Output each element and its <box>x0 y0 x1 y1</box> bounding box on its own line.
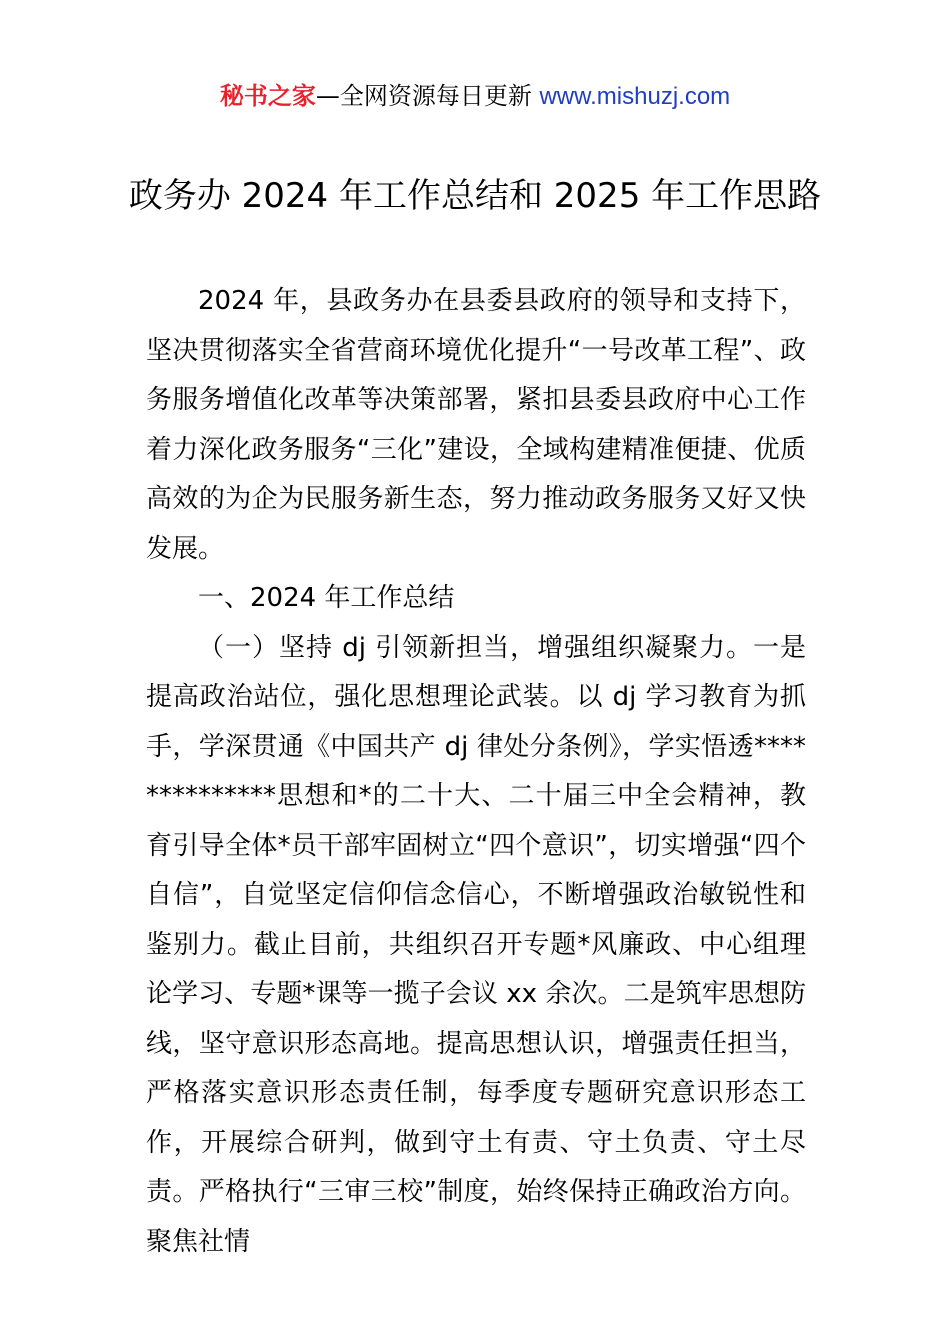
document-body <box>146 277 806 1267</box>
intro-paragraph: 2024 年，县政务办在县委县政府的领导和支持下，坚决贯彻落实全省营商环境优化提升“一号改革工程”、政务服务增值化改革等决策部署，紧扣县委县政府中心工作着力深化政务服务“三化”建设，全域构建精准便捷、优质高效的为企为民服务新生态，努力推动政务服务又好又快发展。 <box>146 286 806 564</box>
section-paragraph: （一）坚持 dj 引领新担当，增强组织凝聚力。一是提高政治站位，强化思想理论武装。以 dj 学习教育为抓手，学深贯通《中国共产 dj 律处分条例》，学实悟透**************思想和*的二十大、二十届三中全会精神，教育引导全体*员干部牢固树立“四个意识”，切实增强“四个自信”，自觉坚定信仰信念信心，不断增强政治敏锐性和鉴别力。截止目前，共组织召开专题*风廉政、中心组理论学习、专题*课等一揽子会议 xx 余次。二是筑牢思想防线，坚守意识形态高地。提高思想认识，增强责任担当，严格落实意识形态责任制，每季度专题研究意识形态工作，开展综合研判，做到守土有责、守土负责、守土尽责。严格执行“三审三校”制度，始终保持正确政治方向。聚焦社情 <box>146 632 806 1257</box>
section-heading: 一、2024 年工作总结 <box>198 583 455 613</box>
brand-name: 秘书之家 <box>219 82 316 110</box>
site-header <box>0 80 950 113</box>
site-url-link[interactable]: www.mishuzj.com <box>539 83 731 110</box>
site-tagline: —全网资源每日更新 <box>315 82 540 110</box>
document-title: 政务办 2024 年工作总结和 2025 年工作思路 <box>128 176 822 216</box>
